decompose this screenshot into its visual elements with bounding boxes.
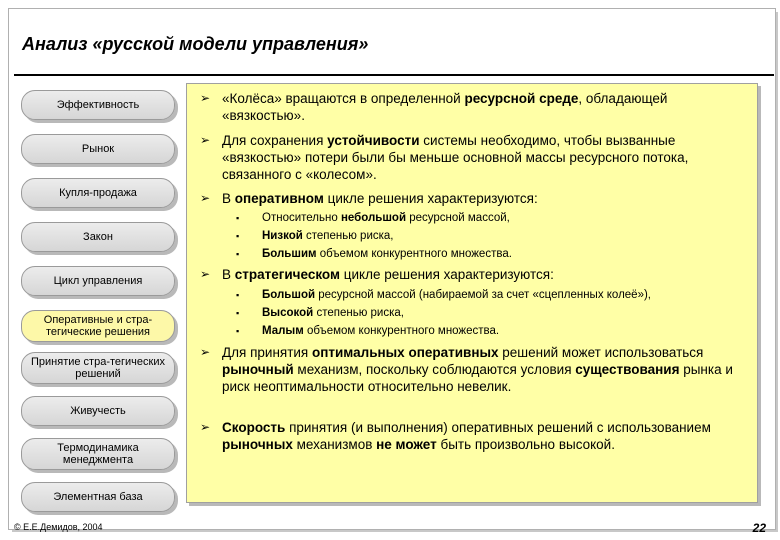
arrow-bullet-icon: ➢: [200, 91, 211, 105]
sidebar-item-element-base[interactable]: [21, 482, 175, 512]
sidebar-item-label: Купля-продажа: [59, 187, 137, 199]
arrow-bullet-icon: ➢: [200, 420, 211, 434]
title-divider: [14, 74, 774, 76]
sidebar-item-market[interactable]: [21, 134, 175, 164]
sidebar-item-survivability[interactable]: [21, 396, 175, 426]
sidebar-item-label: Оперативные и стра-тегические решения: [43, 314, 153, 338]
sub-item: ▪ Высокой степенью риска,: [236, 307, 404, 319]
sub-item: ▪ Низкой степенью риска,: [236, 230, 394, 242]
sidebar-item-label: Живучесть: [70, 405, 126, 417]
arrow-bullet-icon: ➢: [200, 345, 211, 359]
square-bullet-icon: ▪: [236, 326, 240, 336]
copyright-text: © Е.Е.Демидов, 2004: [14, 522, 103, 532]
bullet-optimal-decisions: ➢ Для принятия оптимальных оперативных решений может использоваться рыночный механизм, поскольку соблюдаются условия существования рынка и риск неоптимальности относительно невелик.: [200, 345, 733, 394]
sidebar-item-label: Элементная база: [53, 491, 143, 503]
sub-item: ▪ Относительно небольшой ресурсной массой,: [236, 212, 510, 224]
sidebar-item-label: Цикл управления: [53, 275, 143, 287]
sub-item: ▪ Малым объемом конкурентного множества.: [236, 325, 500, 337]
bullet-wheels: ➢ «Колёса» вращаются в определенной ресурсной среде, обладающей «вязкостью».: [200, 91, 668, 123]
square-bullet-icon: ▪: [236, 308, 240, 318]
page-title: Анализ «русской модели управления»: [22, 34, 369, 54]
bullet-operative-cycle: ➢ В оперативном цикле решения характеризуются:: [200, 191, 538, 206]
sidebar-item-label: Рынок: [81, 143, 115, 155]
sidebar-item-management-cycle[interactable]: [21, 266, 175, 296]
square-bullet-icon: ▪: [236, 290, 240, 300]
bullet-speed: ➢ Скорость принятия (и выполнения) оперативных решений с использованием рыночных механизмов не может быть произвольно высокой.: [200, 420, 711, 452]
sidebar-item-strategic-decisions[interactable]: [21, 352, 175, 384]
arrow-bullet-icon: ➢: [200, 191, 211, 205]
sidebar-item-operative-strategic[interactable]: [21, 310, 175, 342]
arrow-bullet-icon: ➢: [200, 133, 211, 147]
square-bullet-icon: ▪: [236, 231, 240, 241]
bullet-stability: ➢ Для сохранения устойчивости системы необходимо, чтобы вызванные «вязкостью» потери были бы меньше основной массы ресурсного потока, связанного с «колесом».: [200, 133, 689, 182]
sub-item: ▪ Большой ресурсной массой (набираемой за счет «сцепленных колеё»),: [236, 289, 651, 301]
square-bullet-icon: ▪: [236, 213, 240, 223]
arrow-bullet-icon: ➢: [200, 267, 211, 281]
sidebar-item-label: Закон: [83, 231, 113, 243]
page-number: 22: [752, 521, 766, 535]
sidebar-item-label: Эффективность: [56, 99, 140, 111]
sidebar-item-label: Термодинамика менеджмента: [57, 442, 139, 466]
bullet-strategic-cycle: ➢ В стратегическом цикле решения характеризуются:: [200, 267, 554, 282]
sidebar-item-efficiency[interactable]: [21, 90, 175, 120]
sidebar-item-buy-sell[interactable]: [21, 178, 175, 208]
sidebar-item-thermodynamics[interactable]: [21, 438, 175, 470]
sidebar-item-label: Принятие стра-тегических решений: [31, 356, 165, 380]
sidebar-item-law[interactable]: [21, 222, 175, 252]
sub-item: ▪ Большим объемом конкурентного множества.: [236, 248, 512, 260]
square-bullet-icon: ▪: [236, 249, 240, 259]
